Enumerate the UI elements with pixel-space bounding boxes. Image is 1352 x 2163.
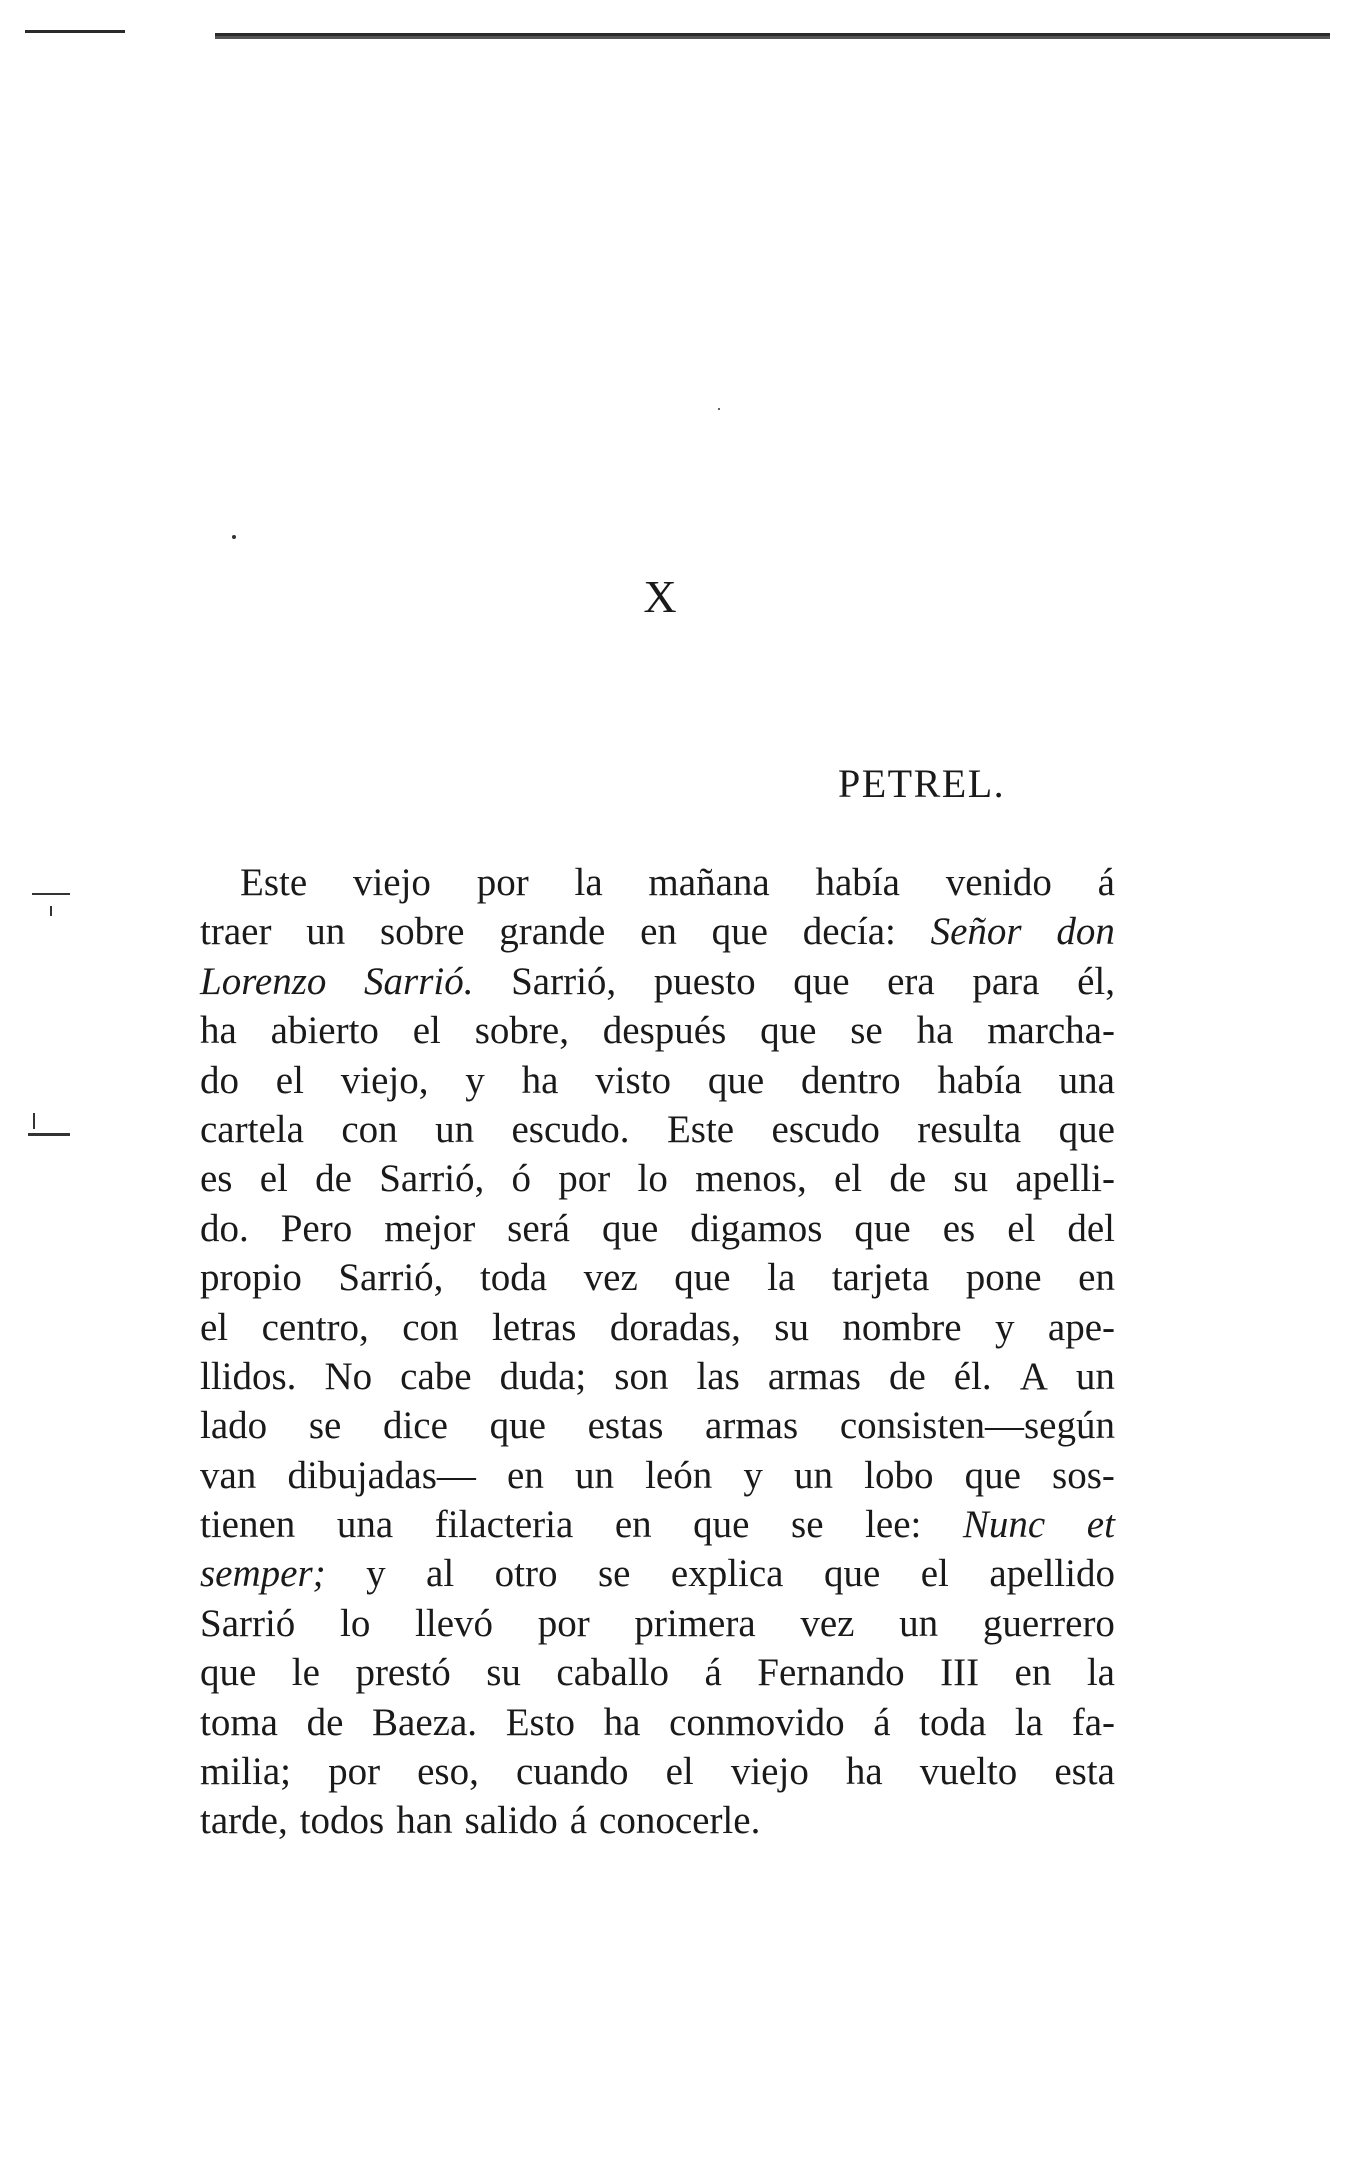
word: conocerle. bbox=[599, 1799, 761, 1843]
word: esta bbox=[1054, 1750, 1115, 1794]
word: la bbox=[1086, 1651, 1115, 1695]
word: ha bbox=[200, 1009, 237, 1053]
word: es bbox=[942, 1206, 976, 1250]
text-line bbox=[200, 1352, 1115, 1401]
word: resulta bbox=[917, 1107, 1022, 1151]
word: ha bbox=[916, 1009, 954, 1053]
word: escudo bbox=[771, 1107, 880, 1151]
word: el bbox=[920, 1552, 949, 1596]
word: un bbox=[899, 1601, 939, 1645]
chapter-number: X bbox=[643, 571, 677, 622]
word: él. bbox=[953, 1354, 992, 1398]
word: don bbox=[1056, 910, 1115, 954]
word: y bbox=[465, 1058, 485, 1102]
word: propio bbox=[200, 1256, 302, 1300]
text-line bbox=[200, 1056, 1115, 1105]
word: se bbox=[308, 1404, 342, 1448]
word: dice bbox=[382, 1404, 448, 1448]
word: van bbox=[200, 1453, 257, 1497]
word: dentro bbox=[800, 1058, 901, 1102]
text-line bbox=[200, 1006, 1115, 1055]
word: marcha- bbox=[987, 1009, 1115, 1053]
word: mañana bbox=[648, 861, 770, 904]
word: el bbox=[200, 1305, 229, 1349]
word: de bbox=[306, 1700, 344, 1744]
word: se bbox=[597, 1552, 631, 1596]
word: sobre, bbox=[474, 1009, 569, 1053]
word: el bbox=[412, 1009, 441, 1053]
word: toma bbox=[200, 1700, 278, 1744]
word: lado bbox=[200, 1404, 268, 1448]
word: que bbox=[200, 1651, 257, 1695]
word: Nunc bbox=[962, 1503, 1046, 1547]
word: que bbox=[823, 1552, 881, 1596]
word: en bbox=[1078, 1256, 1115, 1300]
word: duda; bbox=[499, 1354, 587, 1398]
word: Señor bbox=[930, 910, 1022, 954]
word: en bbox=[1014, 1651, 1052, 1695]
word: ha bbox=[521, 1058, 559, 1102]
word: Este bbox=[666, 1107, 735, 1151]
word: digamos bbox=[690, 1206, 823, 1250]
word: grande bbox=[499, 910, 606, 954]
word: toda bbox=[479, 1256, 548, 1300]
word: la bbox=[1014, 1700, 1044, 1744]
margin-mark bbox=[28, 1133, 70, 1136]
word: viejo bbox=[730, 1750, 809, 1794]
word: visto bbox=[595, 1058, 672, 1102]
word: abierto bbox=[270, 1009, 379, 1053]
word: que bbox=[489, 1404, 546, 1448]
word: menos, bbox=[695, 1157, 807, 1201]
word: puesto bbox=[653, 959, 756, 1003]
text-line bbox=[200, 1451, 1115, 1500]
word: Fernando bbox=[757, 1651, 905, 1695]
word: guerrero bbox=[982, 1601, 1115, 1645]
text-line bbox=[200, 1796, 1115, 1845]
word: ape- bbox=[1047, 1305, 1115, 1349]
word: que bbox=[674, 1256, 731, 1300]
word: que bbox=[707, 1058, 765, 1102]
word: nombre bbox=[842, 1305, 962, 1349]
word: letras bbox=[491, 1305, 577, 1349]
text-line bbox=[200, 1401, 1115, 1450]
word: cuando bbox=[515, 1750, 629, 1794]
word: su bbox=[774, 1305, 809, 1349]
word: una bbox=[336, 1503, 394, 1547]
chapter-paragraph bbox=[200, 858, 1115, 1846]
word: él, bbox=[1077, 959, 1115, 1003]
word: No bbox=[324, 1354, 373, 1398]
word: será bbox=[507, 1206, 570, 1250]
word: fa- bbox=[1071, 1700, 1115, 1744]
text-line bbox=[200, 1303, 1115, 1352]
word: Sarrió, bbox=[511, 959, 617, 1003]
word: lee: bbox=[865, 1503, 922, 1547]
word: Lorenzo bbox=[200, 959, 327, 1003]
word: es bbox=[200, 1157, 233, 1201]
word: el bbox=[833, 1157, 863, 1201]
word: otro bbox=[494, 1552, 558, 1596]
word: ha bbox=[845, 1750, 883, 1794]
word: tarjeta bbox=[831, 1256, 930, 1300]
word: escudo. bbox=[511, 1107, 630, 1151]
text-line bbox=[200, 1698, 1115, 1747]
word: Pero bbox=[280, 1206, 353, 1250]
word: tienen bbox=[200, 1503, 296, 1547]
word: Sarrió, bbox=[338, 1256, 444, 1300]
text-line bbox=[200, 957, 1115, 1006]
word: viejo bbox=[352, 861, 431, 904]
word: Sarrió bbox=[200, 1601, 296, 1645]
word: con bbox=[341, 1107, 398, 1151]
word: explica bbox=[670, 1552, 784, 1596]
word: de bbox=[889, 1157, 927, 1201]
word: traer bbox=[200, 910, 272, 954]
word: filacteria bbox=[434, 1503, 574, 1547]
word: con bbox=[402, 1305, 459, 1349]
word: et bbox=[1086, 1503, 1115, 1547]
word: á bbox=[1097, 861, 1115, 904]
word: se bbox=[850, 1009, 883, 1053]
word: la bbox=[767, 1256, 796, 1300]
word: un bbox=[574, 1453, 614, 1497]
word: toda bbox=[919, 1700, 987, 1744]
word: en bbox=[507, 1453, 544, 1497]
word: que bbox=[711, 910, 768, 954]
word: había bbox=[815, 861, 900, 904]
word: un bbox=[794, 1453, 833, 1497]
word: Este bbox=[240, 861, 308, 904]
word: al bbox=[426, 1552, 455, 1596]
word: un bbox=[1075, 1354, 1115, 1398]
word: por bbox=[476, 861, 529, 904]
word: á bbox=[704, 1651, 722, 1695]
word: era bbox=[887, 959, 935, 1003]
chapter-title: PETREL. bbox=[838, 761, 1006, 806]
margin-mark bbox=[32, 893, 70, 895]
word: por bbox=[328, 1750, 381, 1794]
text-line bbox=[200, 1154, 1115, 1203]
word: primera bbox=[634, 1601, 756, 1645]
word: venido bbox=[945, 861, 1052, 904]
word: para bbox=[972, 959, 1040, 1003]
word: armas bbox=[705, 1404, 799, 1448]
word: el bbox=[1007, 1206, 1036, 1250]
word: pone bbox=[965, 1256, 1042, 1300]
word: el bbox=[665, 1750, 694, 1794]
word: do. bbox=[200, 1206, 249, 1250]
ink-speck bbox=[232, 535, 236, 539]
word: cabe bbox=[400, 1354, 472, 1398]
word: sobre bbox=[379, 910, 465, 954]
word: prestó bbox=[355, 1651, 451, 1695]
word: salido bbox=[464, 1799, 558, 1843]
word: en bbox=[614, 1503, 652, 1547]
text-line bbox=[200, 1599, 1115, 1648]
margin-mark bbox=[33, 1113, 35, 1129]
word: un bbox=[435, 1107, 475, 1151]
word: todos bbox=[299, 1799, 385, 1843]
text-line bbox=[200, 1204, 1115, 1253]
word: viejo, bbox=[340, 1058, 429, 1102]
word: III bbox=[940, 1651, 980, 1695]
word: ha bbox=[603, 1700, 641, 1744]
word: á bbox=[873, 1700, 891, 1744]
word: vuelto bbox=[919, 1750, 1018, 1794]
word: ó bbox=[511, 1157, 532, 1201]
word: caballo bbox=[556, 1651, 670, 1695]
word: el bbox=[275, 1058, 304, 1102]
word: león bbox=[645, 1453, 713, 1497]
word: del bbox=[1067, 1206, 1115, 1250]
word: mejor bbox=[384, 1206, 476, 1250]
word: han bbox=[396, 1799, 453, 1843]
word: dibujadas— bbox=[287, 1453, 476, 1497]
word: consisten—según bbox=[839, 1404, 1115, 1448]
word: le bbox=[291, 1651, 320, 1695]
word: vez bbox=[800, 1601, 855, 1645]
text-line bbox=[200, 1648, 1115, 1697]
word: que bbox=[793, 959, 850, 1003]
word: las bbox=[696, 1354, 740, 1398]
word: lobo bbox=[864, 1453, 934, 1497]
word: por bbox=[558, 1157, 611, 1201]
text-line bbox=[200, 1253, 1115, 1302]
word: de bbox=[888, 1354, 926, 1398]
text-line bbox=[200, 858, 1115, 907]
ink-speck bbox=[718, 408, 720, 410]
word: y bbox=[994, 1305, 1015, 1349]
word: la bbox=[574, 861, 603, 904]
word: doradas, bbox=[609, 1305, 741, 1349]
word: su bbox=[486, 1651, 521, 1695]
margin-mark bbox=[50, 906, 52, 916]
word: armas bbox=[767, 1354, 861, 1398]
word: cartela bbox=[200, 1107, 304, 1151]
text-line bbox=[200, 1549, 1115, 1598]
word: milia; bbox=[200, 1750, 291, 1794]
word: conmovido bbox=[669, 1700, 845, 1744]
text-line bbox=[200, 907, 1115, 956]
word: Esto bbox=[505, 1700, 576, 1744]
word: había bbox=[937, 1058, 1022, 1102]
text-line bbox=[200, 1747, 1115, 1796]
word: se bbox=[791, 1503, 824, 1547]
word: eso, bbox=[417, 1750, 479, 1794]
text-line bbox=[200, 1500, 1115, 1549]
word: apelli- bbox=[1015, 1157, 1115, 1201]
word: que bbox=[601, 1206, 659, 1250]
word: Sarrió. bbox=[364, 959, 474, 1003]
word: lo bbox=[637, 1157, 668, 1201]
word: y bbox=[366, 1552, 386, 1596]
word: tarde, bbox=[200, 1799, 288, 1843]
header-rule-left bbox=[25, 30, 125, 33]
word: sos- bbox=[1052, 1453, 1115, 1497]
text-line bbox=[200, 1105, 1115, 1154]
word: que bbox=[693, 1503, 750, 1547]
word: á bbox=[569, 1799, 588, 1843]
word: estas bbox=[587, 1404, 664, 1448]
word: llidos. bbox=[200, 1354, 297, 1398]
word: que bbox=[964, 1453, 1021, 1497]
word: semper; bbox=[200, 1552, 326, 1596]
word: y bbox=[743, 1453, 763, 1497]
word: que bbox=[854, 1206, 911, 1250]
word: un bbox=[306, 910, 346, 954]
word: después bbox=[602, 1009, 727, 1053]
word: su bbox=[953, 1157, 989, 1201]
word: decía: bbox=[802, 910, 896, 954]
word: por bbox=[537, 1601, 590, 1645]
header-rule bbox=[215, 33, 1330, 39]
word: llevó bbox=[415, 1601, 494, 1645]
word: A bbox=[1019, 1354, 1048, 1398]
word: que bbox=[760, 1009, 817, 1053]
word: do bbox=[200, 1058, 239, 1102]
word: vez bbox=[583, 1256, 638, 1300]
word: centro, bbox=[261, 1305, 369, 1349]
word: Sarrió, bbox=[379, 1157, 485, 1201]
word: el bbox=[259, 1157, 288, 1201]
word: en bbox=[640, 910, 677, 954]
word: apellido bbox=[989, 1552, 1115, 1596]
word: de bbox=[315, 1157, 352, 1201]
word: lo bbox=[340, 1601, 371, 1645]
word: una bbox=[1058, 1058, 1115, 1102]
word: son bbox=[614, 1354, 669, 1398]
word: Baeza. bbox=[372, 1700, 478, 1744]
word: que bbox=[1058, 1107, 1115, 1151]
